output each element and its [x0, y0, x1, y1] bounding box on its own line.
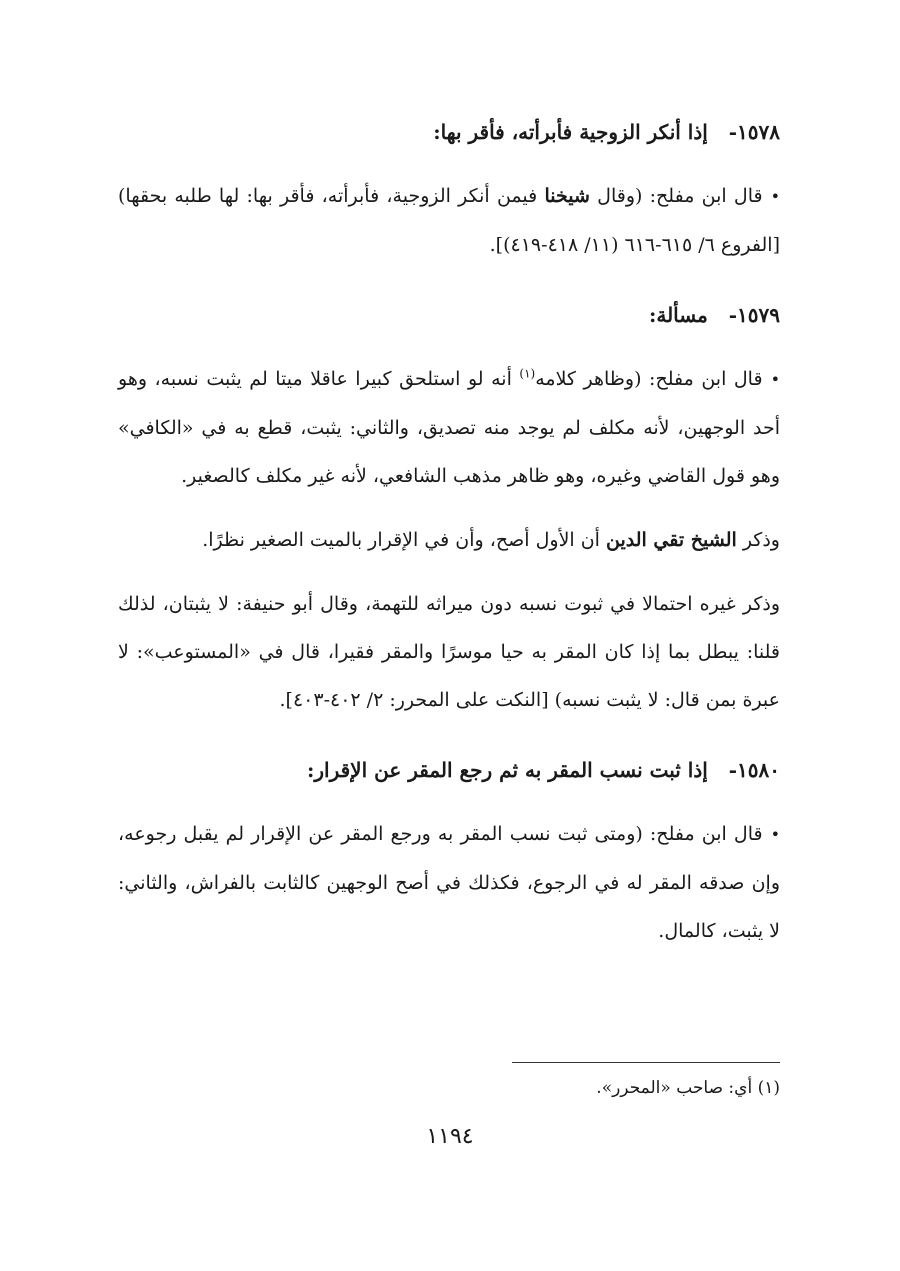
- paragraph: [118, 580, 780, 724]
- section-number: ١٥٨٠-: [728, 758, 780, 782]
- section-heading: [118, 746, 780, 794]
- paragraph-text: وذكر: [736, 529, 780, 551]
- paragraph-text: قال ابن مفلح: (ومتى ثبت نسب المقر به ورجع المقر عن الإقرار لم يقبل رجوعه، وإن صدقه المقر له في الرجوع، فكذلك في أصح الوجهين كالثابت بالفراش، والثاني: لا يثبت، كالمال.: [118, 823, 780, 942]
- paragraph-text: وذكر غيره احتمالا في ثبوت نسبه دون ميراثه للتهمة، وقال أبو حنيفة: لا يثبتان، لذلك قلنا: يبطل بما إذا كان المقر به حيا موسرًا والمقر فقيرا، قال في «المستوعب»: لا عبرة بمن قال: لا يثبت نسبه) [النكت على المحرر: ٢/ ٤٠٢-٤٠٣].: [118, 593, 780, 711]
- section-number: ١٥٧٩-: [728, 303, 780, 327]
- paragraph-text: قال ابن مفلح: (وظاهر كلامه: [535, 368, 763, 390]
- bullet-icon: •: [770, 825, 780, 844]
- section-title: مسألة:: [648, 303, 708, 327]
- footnote: (١) أي: صاحب «المحرر».: [596, 1078, 780, 1098]
- footnote-marker: (١): [519, 366, 536, 381]
- paragraph-text: أنه لو استلحق كبيرا عاقلا ميتا لم يثبت نسبه، وهو أحد الوجهين، لأنه مكلف لم يوجد منه تصديق، والثاني: يثبت، قطع به في «الكافي» وهو قول القاضي وغيره، وهو ظاهر مذهب الشافعي، لأنه غير مكلف كالصغير.: [118, 368, 780, 487]
- bullet-icon: •: [770, 370, 780, 389]
- section-title: إذا ثبت نسب المقر به ثم رجع المقر عن الإقرار:: [306, 758, 708, 782]
- section-number: ١٥٧٨-: [728, 120, 780, 144]
- paragraph: [118, 810, 780, 955]
- bold-term: شيخنا: [544, 185, 590, 207]
- bold-term: الشيخ تقي الدين: [606, 529, 737, 551]
- paragraph: [118, 355, 780, 500]
- bullet-icon: •: [770, 187, 781, 206]
- section-title: إذا أنكر الزوجية فأبرأته، فأقر بها:: [433, 120, 708, 144]
- footnote-divider: [512, 1062, 780, 1063]
- section-heading: [118, 291, 780, 339]
- paragraph: [118, 516, 780, 564]
- paragraph-text: أن الأول أصح، وأن في الإقرار بالميت الصغير نظرًا.: [202, 529, 606, 551]
- paragraph-text: قال ابن مفلح: (وقال: [589, 185, 763, 207]
- page-body: [118, 108, 780, 955]
- section-heading: [118, 108, 780, 156]
- paragraph-text: فيمن أنكر الزوجية، فأبرأته، فأقر بها: لها طلبه بحقها) [الفروع ٦/ ٦١٥-٦١٦ (١١/ ٤١٨-٤١٩)].: [118, 185, 780, 256]
- page-number: ١١٩٤: [426, 1124, 474, 1149]
- paragraph: [118, 172, 780, 269]
